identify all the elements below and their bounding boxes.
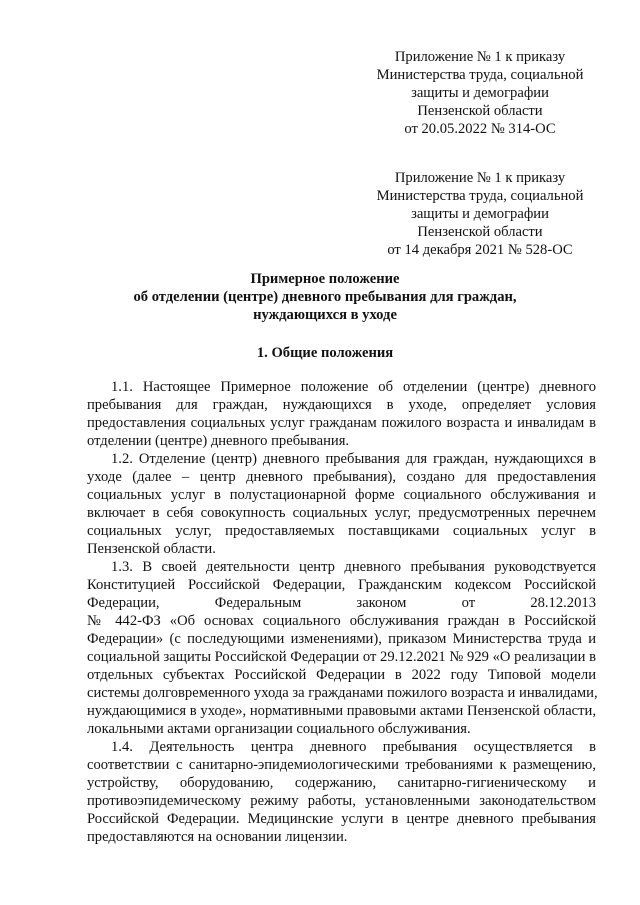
paragraph-line: локальными актами организации социального обслуживания. [87, 721, 471, 737]
approval-line: Пензенской области [417, 224, 543, 240]
paragraph-line: отдельных субъектах Российской Федерации в 2022 году Типовой модели [87, 667, 596, 683]
paragraph-line: социальной защиты Российской Федерации от 29.12.2021 № 929 «О реализации в [87, 649, 596, 665]
paragraph-line: 1.4. Деятельность центра дневного пребывания осуществляется в [111, 739, 596, 755]
paragraph-line: социальных услуг в полустационарной форме социального обслуживания и [87, 487, 596, 503]
paragraph-line: устройству, оборудованию, содержанию, санитарно-гигиеническому и [87, 775, 596, 791]
paragraph-line: Федерации, Федеральным законом от 28.12.2013 [87, 595, 596, 611]
approval-stamp-current [355, 48, 605, 138]
paragraph-line: 1.2. Отделение (центр) дневного пребывания для граждан, нуждающихся в [111, 451, 596, 467]
approval-line: от 14 декабря 2021 № 528-ОС [387, 242, 573, 258]
approval-line: Министерства труда, социальной [376, 67, 584, 83]
approval-line: Приложение № 1 к приказу [394, 170, 566, 186]
approval-line: Министерства труда, социальной [376, 188, 584, 204]
paragraph-line: Российской Федерации. Медицинские услуги в центре дневного пребывания [87, 811, 596, 827]
paragraph-1-3 [87, 558, 596, 738]
paragraph-line: отделении (центре) дневного пребывания. [87, 433, 350, 449]
approval-line: Приложение № 1 к приказу [394, 49, 566, 65]
title-line: нуждающихся в уходе [253, 307, 397, 323]
paragraph-line: включает в себя совокупность социальных услуг, предусмотренных перечнем [87, 505, 596, 521]
paragraph-1-1 [87, 378, 596, 450]
paragraph-line: соответствии с санитарно-эпидемиологическими требованиями к размещению, [87, 757, 596, 773]
paragraph-line: социальных услуг, предоставляемых поставщиками социальных услуг в [87, 523, 596, 539]
paragraph-line: Федерации» (с последующими изменениями), приказом Министерства труда и [87, 631, 596, 647]
paragraph-line: уходе (далее – центр дневного пребывания), создано для предоставления [87, 469, 596, 485]
paragraph-line: противоэпидемическому режиму работы, установленными законодательством [87, 793, 596, 809]
document-title [95, 270, 555, 324]
paragraph-line: 1.3. В своей деятельности центр дневного пребывания руководствуется [111, 559, 596, 575]
section-heading: 1. Общие положения [256, 345, 394, 361]
approval-line: защиты и демографии [411, 85, 549, 101]
paragraph-line: пребывания для граждан, нуждающихся в уходе, определяет условия [87, 397, 596, 413]
approval-line: Пензенской области [417, 103, 543, 119]
paragraph-line: нуждающимися в уходе», нормативными правовыми актами Пензенской области, [87, 703, 596, 719]
document-body [87, 378, 596, 846]
paragraph-line: Конституцией Российской Федерации, Гражданским кодексом Российской [87, 577, 596, 593]
paragraph-line: системы долговременного ухода за гражданами пожилого возраста и инвалидами, [87, 685, 598, 701]
paragraph-line: 1.1. Настоящее Примерное положение об отделении (центре) дневного [111, 379, 596, 395]
title-line: об отделении (центре) дневного пребывания для граждан, [133, 289, 517, 305]
approval-line: защиты и демографии [411, 206, 549, 222]
approval-stamp-original [355, 169, 605, 259]
paragraph-1-4 [87, 738, 596, 846]
paragraph-line: Пензенской области. [87, 541, 216, 557]
approval-line: от 20.05.2022 № 314-ОС [404, 121, 556, 137]
paragraph-line: предоставляются на основании лицензии. [87, 829, 348, 845]
paragraph-line: № 442-ФЗ «Об основах социального обслуживания граждан в Российской [87, 613, 596, 629]
title-line: Примерное положение [250, 271, 400, 287]
paragraph-line: предоставления социальных услуг гражданам пожилого возраста и инвалидам в [87, 415, 596, 431]
paragraph-1-2 [87, 450, 596, 558]
